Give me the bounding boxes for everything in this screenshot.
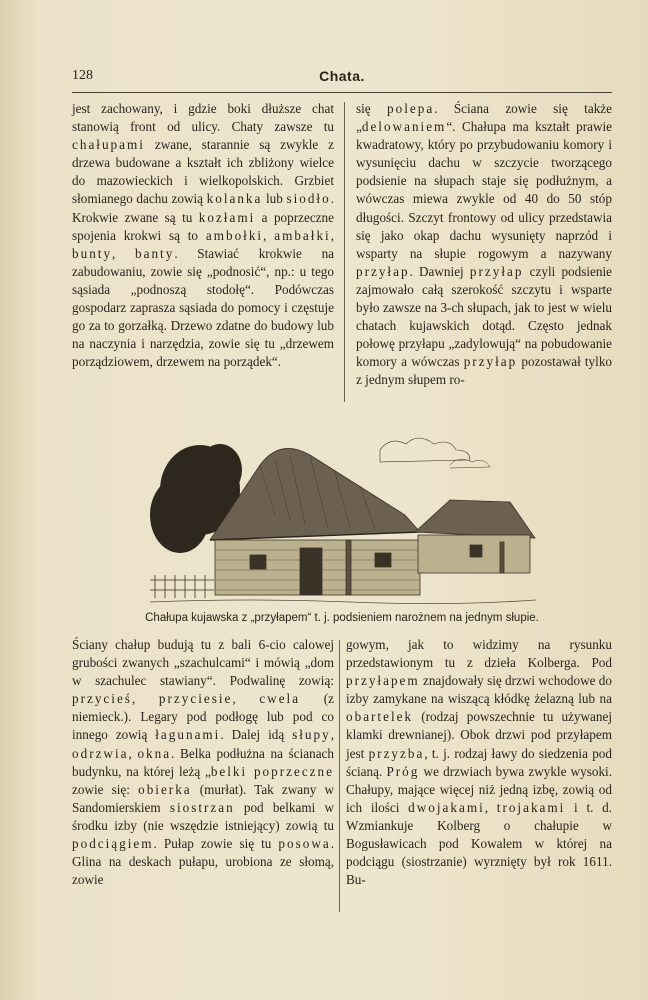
text-column-2 xyxy=(356,100,612,390)
page-header xyxy=(72,68,612,88)
column-divider xyxy=(344,102,345,402)
paragraph: się polepa. Ściana zowie się także „delowaniem“. Chałupa ma kształt prawie kwadratowy, który po przybudowaniu komory i wysunięciu dachu w szczycie tworzącego podsienie na słupach staje się podłużnym, a wówczas miewa zwykle od 40 do 50 stóp długości. Szczyt frontowy od ulicy przedstawia się jako okap dachu wysunięty naprzód i wsparty na słupie rogowym a nazywany przyłap. Dawniej przyłap czyli podsienie zajmowało całą szerokość szczytu i wsparte było zawsze na 3-ch słupach, jak to jest w wielu chatach kujawskich dotąd. Często jednak połowę przyłapu „zadylowują“ na pobudowanie komory a wówczas przyłap pozostawał tylko z jednym słupem ro- xyxy=(356,101,613,388)
running-title: Chata. xyxy=(319,68,365,84)
page-number: 128 xyxy=(72,68,93,83)
paragraph: jest zachowany, i gdzie boki dłuższe chat stanowią front od ulicy. Chaty zawsze tu chałupami zwane, starannie są zwykle z drzewa budowane a kształt ich zbliżony wielce do mazowieckich i wielkopolskich. Grzbiet słomianego dachu zowią kolanka lub siodło. Krokwie zwane są tu kozłami a poprzeczne spojenia krokwi są to ambołki, ambałki, bunty, banty. Stawiać krokwie na zabudowaniu, zowie się „podnosić“, np.: u tego sąsiada „podnoszą stodołę“. Podówczas gospodarz zaprasza sąsiada do pomocy i częstuje go za to gorzałką. Drzewo zdatne do budowy lub na naczynia i narzędzia, zowie się tu „drzewem porządziowem, drzewem na porządek“. xyxy=(72,101,335,370)
header-rule xyxy=(72,92,612,93)
text-column-1 xyxy=(72,100,334,371)
cottage-illustration xyxy=(150,420,536,610)
column-divider xyxy=(339,640,340,912)
paragraph: Ściany chałup budują tu z bali 6-cio calowej grubości zwanych „szachulcami“ i mówią „dom w szachulec stawiany“. Podwalinę zowią: przycieś, przyciesie, cwela (z niemieck.). Legary pod podłogę lub pod co innego zowią łagunami. Dalej idą słupy, odrzwia, okna. Belka podłużna na ścianach budynku, na której leżą „belki poprzeczne zowie się: obierka (murłat). Tak zwany w Sandomierskiem siostrzan pod belkami w środku izby (nie wszędzie istniejący) zowią tu podciągiem. Pułap zowie się tu posowa. Glina na deskach pułapu, urobiona ze słomą, zowie xyxy=(72,637,334,888)
figure-caption: Chałupa kujawska z „przyłapem“ t. j. podsieniem narożnem na jednym słupie. xyxy=(145,612,539,624)
paragraph: gowym, jak to widzimy na rysunku przedstawionym tu z dzieła Kolberga. Pod przyłapem znajdowały się drzwi wchodowe do izby zamykane na wiszącą kłódkę żelazną lub na obartelek (rodzaj powszechnie tu używanej klamki drewnianej). Obok drzwi pod przyłapem jest przyzba, t. j. rodzaj ławy do siedzenia pod ścianą. Próg we drzwiach bywa zwykle wysoki. Chałupy, mające więcej niż jedną izbę, zowią od ich ilości dwojakami, trojakami i t. d. Wzmiankuje Kolberg o chałupie w Bogusławicach pod Kowalem w której na podciągu (siostrzanie) wyrznięty był rok 1611. Bu- xyxy=(346,637,613,888)
text-column-3 xyxy=(72,636,334,889)
text-column-4 xyxy=(346,636,612,889)
